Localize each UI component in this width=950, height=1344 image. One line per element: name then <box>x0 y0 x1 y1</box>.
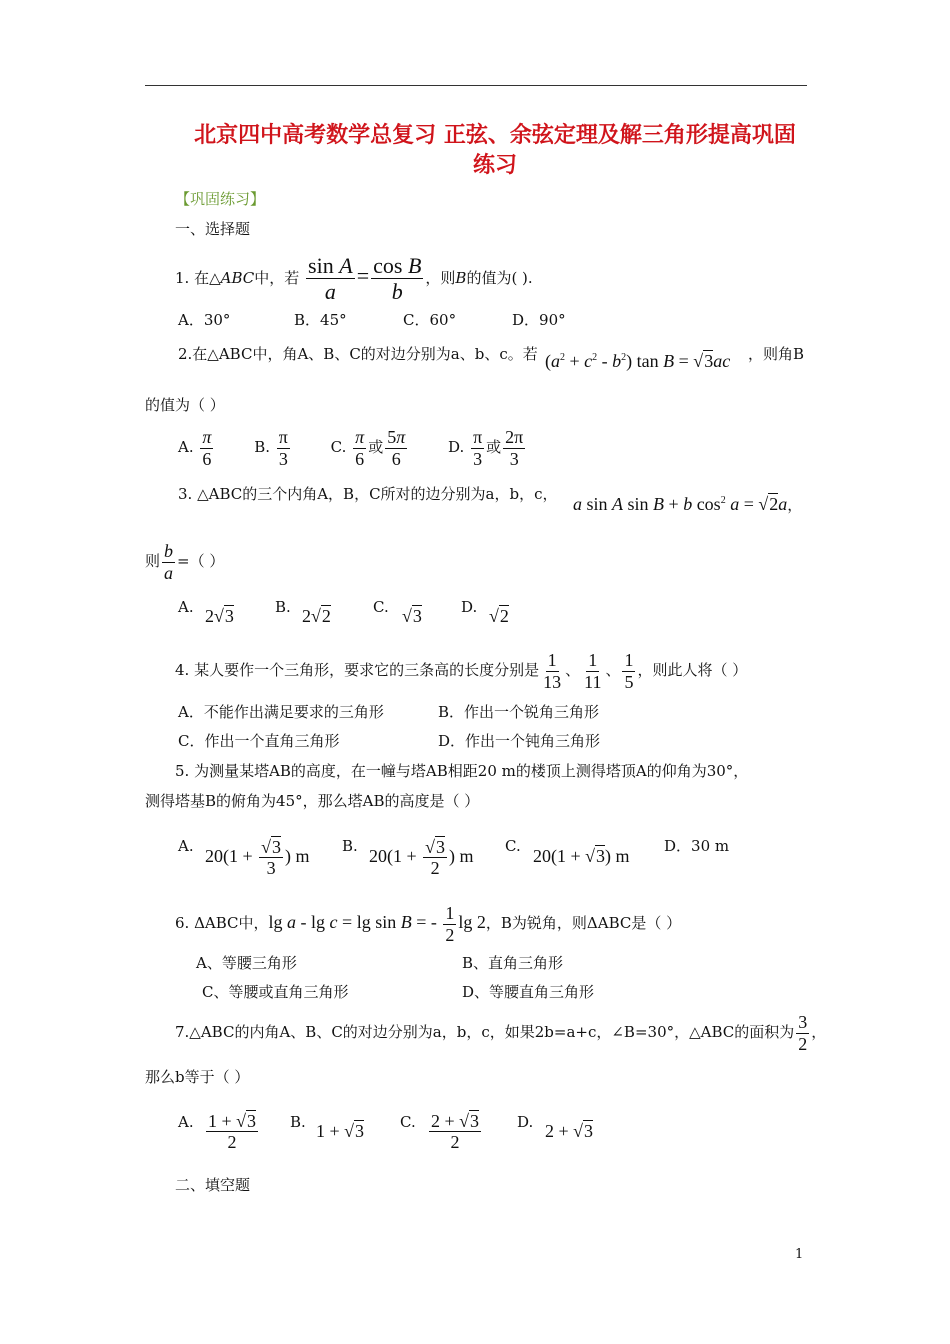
q2-option-b: B. <box>254 438 270 456</box>
q2-or-d: 或 <box>486 438 502 456</box>
q3-ratio: $\frac{b}{a}$ <box>164 541 174 583</box>
q4-option-d: D．作出一个钝角三角形 <box>438 732 601 750</box>
q1-formula-left: $\frac{\text{sin A}}{a}$ <box>308 253 353 305</box>
question-4 <box>175 648 747 692</box>
q1-option-b: B．45° <box>294 311 347 329</box>
question-1: 1. 在△ABC中，若 $\frac{\text{sin A}}{a}$ = $\frac{\text{cos B}}{b}$ ，则B的值为( ). <box>175 253 533 305</box>
q4-sep-1: 、 <box>565 661 581 679</box>
q1-abc: ABC <box>220 268 255 287</box>
q6-option-a: A、等腰三角形 <box>196 954 297 972</box>
q3-option-d: D. <box>461 598 478 616</box>
q3-c-value: √3 <box>402 606 422 626</box>
q6-half: $\frac{1}{2}$ <box>445 902 455 945</box>
part-heading-choice: 一、选择题 <box>175 220 251 238</box>
q1-option-a: A．30° <box>178 311 231 329</box>
q3-a-value: 2√3 <box>205 606 234 626</box>
q5-c-value: 20(1 + √3) m <box>533 846 630 866</box>
q3-then-line <box>145 541 224 583</box>
q1-option-c: C．60° <box>403 311 457 329</box>
q2-d-value-1: $\frac{\pi}{3}$ <box>473 426 483 469</box>
q7-text: 7.△ABC的内角A、B、C的对边分别为a，b，c，如果2b=a+c，∠B=30°，△ABC的面积为 <box>175 1023 795 1041</box>
q5-option-a: A. <box>178 837 194 855</box>
q7-option-d: D. <box>517 1113 534 1131</box>
q3-d-value: √2 <box>489 606 509 626</box>
q2-text-end: ，则角B <box>748 345 805 363</box>
q2-option-c: C. <box>330 438 347 456</box>
q1-b: B <box>455 268 467 287</box>
part-heading-fill: 二、填空题 <box>175 1176 251 1194</box>
q2-option-a: A. <box>178 438 194 456</box>
q1-prefix: 1. 在△ <box>175 268 221 287</box>
q3-comma: ， <box>787 496 803 514</box>
title-line-1: 北京四中高考数学总复习 正弦、余弦定理及解三角形提高巩固 <box>194 122 796 148</box>
q2-b-value: $\frac{\pi}{3}$ <box>278 426 288 469</box>
q4-height-2: $\frac{1}{11}$ <box>584 649 602 692</box>
q3-option-c: C. <box>373 598 389 616</box>
q3-eq: =（ ） <box>177 552 225 571</box>
q2-a-value: $\frac{\pi}{6}$ <box>202 426 212 469</box>
q7-option-c: C. <box>400 1113 416 1131</box>
q3-b-value: 2√2 <box>302 606 331 626</box>
q4-option-c: C．作出一个直角三角形 <box>178 732 340 750</box>
q4-sep-2: 、 <box>605 661 621 679</box>
q4-option-a: A．不能作出满足要求的三角形 <box>178 703 384 721</box>
q6-text: 6. ΔABC中， <box>175 914 269 932</box>
q4-height-3: $\frac{1}{5}$ <box>624 649 634 692</box>
q1-mid: 中，若 <box>254 268 300 287</box>
q2-c-value-1: $\frac{\pi}{6}$ <box>355 426 365 469</box>
q2-option-d: D. <box>448 438 465 456</box>
page-title <box>170 120 820 180</box>
q2-d-value-2: $\frac{2\pi}{3}$ <box>505 426 524 469</box>
q6-option-c: C、等腰或直角三角形 <box>202 983 349 1001</box>
q2-options <box>178 425 527 469</box>
q2-or-c: 或 <box>368 438 384 456</box>
q3-then: 则 <box>145 552 161 571</box>
q6-option-b: B、直角三角形 <box>462 954 564 972</box>
q2-text: 2.在△ABC中，角A、B、C的对边分别为a、b、c。若 <box>178 345 538 363</box>
q6-option-d: D、等腰直角三角形 <box>462 983 595 1001</box>
q3-option-b: B. <box>275 598 291 616</box>
q5-option-c: C. <box>505 837 521 855</box>
q5-b-value: 20(1 + $\frac{√3}{2}$ ) m <box>369 836 474 879</box>
q7-option-a: A. <box>178 1113 194 1131</box>
q4-option-b: B．作出一个锐角三角形 <box>438 703 600 721</box>
q5-line-2: 测得塔基B的俯角为45°，那么塔AB的高度是（ ） <box>145 792 480 810</box>
q5-a-value: 20(1 + $\frac{√3}{3}$ ) m <box>205 836 310 879</box>
q7-area: $\frac{3}{2}$ <box>798 1011 808 1054</box>
q7-d-value: 2 + √3 <box>545 1121 594 1141</box>
q7-a-value: $\frac{1 + √3}{2}$ <box>208 1110 257 1153</box>
q7-line-2: 那么b等于（ ） <box>145 1068 250 1086</box>
section-tag: 【巩固练习】 <box>175 190 266 208</box>
q7-option-b: B. <box>290 1113 306 1131</box>
question-6: 6. ΔABC中，lg a - lg c = lg sin B = - $\frac{1}{2}$ lg 2，B为锐角，则ΔABC是（ ） <box>175 902 682 945</box>
q1-formula-right: $\frac{\text{cos B}}{b}$ <box>373 253 422 305</box>
q1-suffix-pre: ，则 <box>425 268 456 287</box>
q1-suffix: 的值为( ). <box>466 268 533 287</box>
q4-text: 4. 某人要作一个三角形，要求它的三条高的长度分别是 <box>175 661 540 679</box>
q7-b-value: 1 + √3 <box>316 1121 365 1141</box>
q3-formula: a sin A sin B + b $\cos^2 a = √2a$， <box>573 494 803 514</box>
q6-text-end: ，B为锐角，则ΔABC是（ ） <box>485 914 682 932</box>
q5-option-b: B. <box>342 837 358 855</box>
q2-text-2: 的值为（ ） <box>145 396 225 414</box>
q2-c-value-2: $\frac{5\pi}{6}$ <box>387 426 406 469</box>
title-line-2: 练习 <box>472 152 517 178</box>
header-rule <box>145 85 807 86</box>
question-7 <box>175 1010 826 1054</box>
q2-formula: $(a^2 + c^2 - b^2)$ tan B = √3ac <box>545 351 731 371</box>
q3-text: 3. △ABC的三个内角A，B，C所对的边分别为a，b，c， <box>178 485 558 503</box>
q1-option-d: D．90° <box>512 311 566 329</box>
page-number: 1 <box>795 1247 804 1262</box>
q7-comma: ， <box>811 1023 827 1041</box>
q5-option-d: D．30 m <box>664 837 730 855</box>
q7-c-value: $\frac{2 + √3}{2}$ <box>431 1110 480 1153</box>
q4-height-1: $\frac{1}{13}$ <box>543 649 562 692</box>
q3-option-a: A. <box>178 598 194 616</box>
q5-line-1: 5. 为测量某塔AB的高度，在一幢与塔AB相距20 m的楼顶上测得塔顶A的仰角为30°， <box>175 762 749 780</box>
q4-text-end: ，则此人将（ ） <box>637 661 748 679</box>
